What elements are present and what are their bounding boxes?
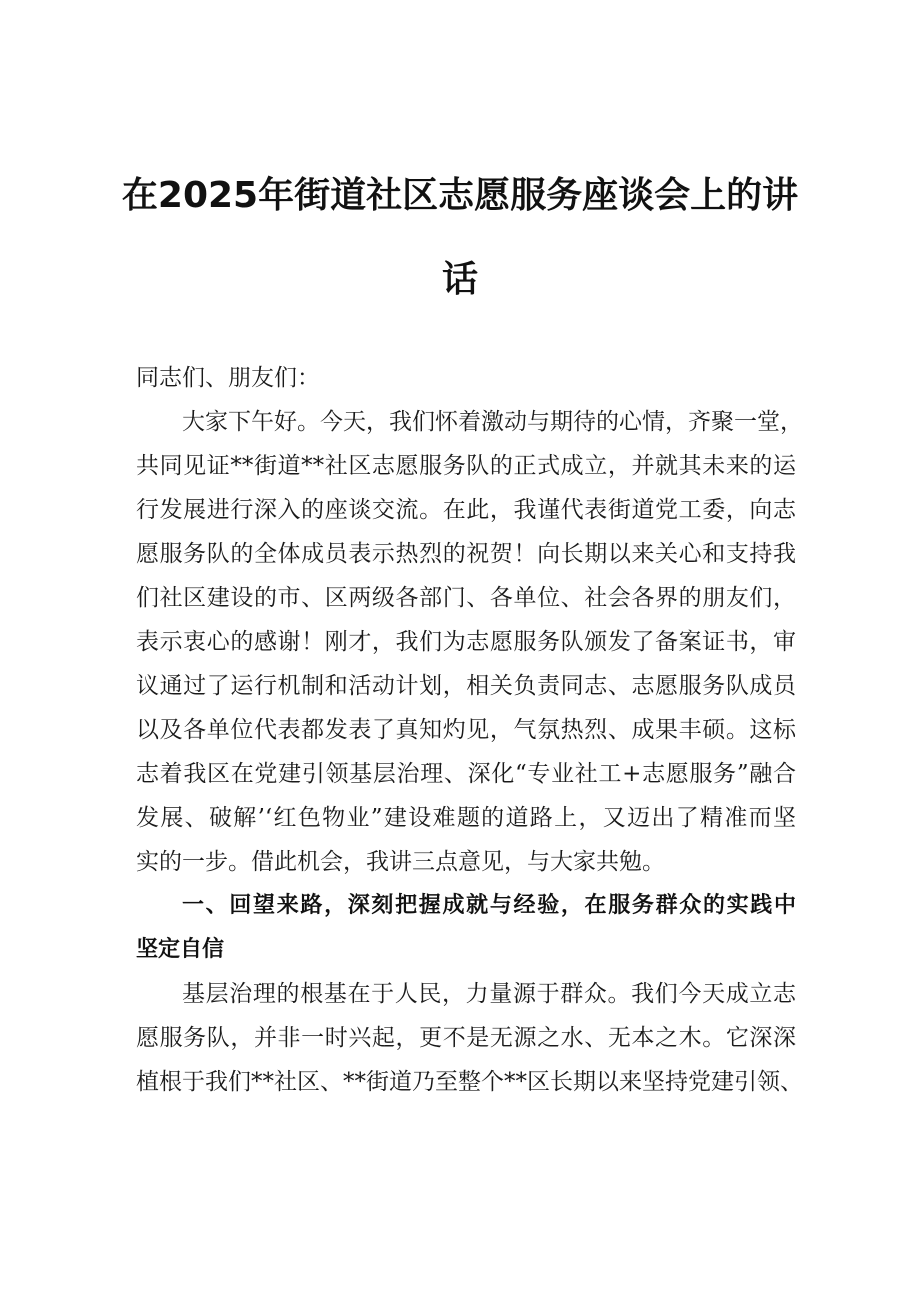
paragraph-1-line: 发展、破解’‘红色物业”建设难题的道路上，又迈出了精准而坚	[136, 805, 796, 831]
section-heading-1-line: 坚定自信	[136, 937, 225, 962]
paragraph-1-line: 志着我区在党建引领基层治理、深化“专业社工+志愿服务”融合	[136, 761, 796, 787]
paragraph-1-line: 共同见证**街道**社区志愿服务队的正式成立，并就其未来的运	[136, 453, 796, 479]
paragraph-1-line: 表示衷心的感谢！刚才，我们为志愿服务队颁发了备案证书，审	[136, 629, 796, 655]
paragraph-1-line: 愿服务队的全体成员表示热烈的祝贺！向长期以来关心和支持我	[136, 541, 796, 567]
paragraph-1-line: 行发展进行深入的座谈交流。在此，我谨代表街道党工委，向志	[136, 497, 796, 523]
paragraph-2-line: 植根于我们**社区、**街道乃至整个**区长期以来坚持党建引领、	[136, 1069, 803, 1095]
document-title-line-1: 在2025年街道社区志愿服务座谈会上的讲	[121, 175, 799, 216]
paragraph-1-line: 们社区建设的市、区两级各部门、各单位、社会各界的朋友们，	[136, 585, 796, 611]
paragraph-2-line: 愿服务队，并非一时兴起，更不是无源之水、无本之木。它深深	[136, 1025, 796, 1051]
paragraph-1-line: 议通过了运行机制和活动计划，相关负责同志、志愿服务队成员	[136, 673, 796, 699]
paragraph-2-line: 基层治理的根基在于人民，力量源于群众。我们今天成立志	[182, 981, 796, 1007]
paragraph-1-line: 以及各单位代表都发表了真知灼见，气氛热烈、成果丰硕。这标	[136, 717, 796, 743]
salutation: 同志们、朋友们：	[136, 365, 320, 391]
section-heading-1-line: 一、回望来路，深刻把握成就与经验，在服务群众的实践中	[182, 893, 796, 918]
paragraph-1-line: 大家下午好。今天，我们怀着激动与期待的心情，齐聚一堂，	[182, 409, 803, 435]
document-title-line-2: 话	[441, 259, 478, 300]
paragraph-1-line: 实的一步。借此机会，我讲三点意见，与大家共勉。	[136, 849, 665, 875]
